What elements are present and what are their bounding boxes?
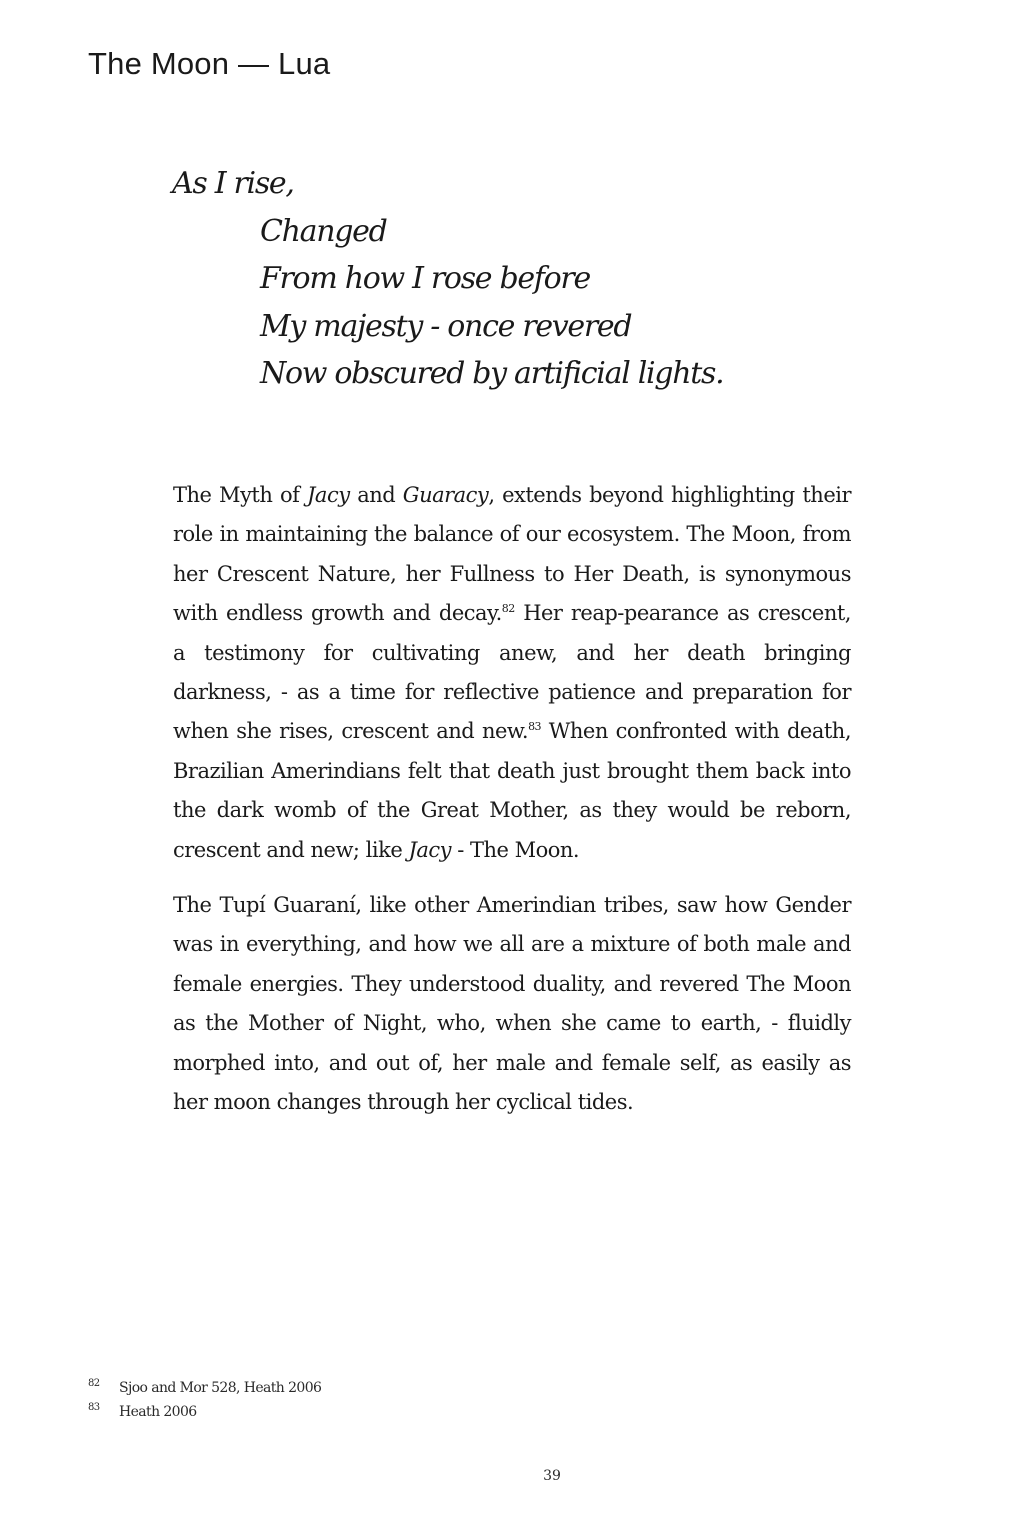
footnote-item	[88, 1376, 321, 1400]
italic-term-guaracy: Guaracy	[402, 483, 489, 507]
poem-line: My majesty - once revered	[260, 308, 632, 344]
poem-line: Now obscured by artificial lights.	[260, 356, 724, 391]
footnote-number: 83	[88, 1402, 100, 1413]
poem-line: Changed	[260, 213, 387, 249]
poem-stanza	[172, 160, 723, 398]
body-text	[173, 476, 851, 1139]
body-paragraph-1	[173, 476, 851, 870]
italic-term-jacy: Jacy	[307, 483, 350, 507]
footnote-text: Sjoo and Mor 528, Heath 2006	[119, 1380, 322, 1396]
text-run: - The Moon.	[451, 837, 580, 862]
text-run: and	[349, 483, 403, 507]
text-run: When confronted with death, Brazilian Amerindians felt that death just brought them back into the dark womb of the Great Mother, as they would be reborn, crescent and new; like	[173, 719, 851, 862]
italic-term-jacy: Jacy	[408, 837, 452, 862]
footnote-number: 82	[88, 1378, 100, 1389]
body-paragraph-2: The Tupí Guaraní, like other Amerindian tribes, saw how Gender was in everything, and how we all are a mixture of both male and female energies. They understood duality, and revered The Moon as the Mother of Night, who, when she came to earth, - fluidly morphed into, and out of, her male and female self, as easily as her moon changes through her cyclical tides.	[173, 893, 851, 1115]
footnotes	[88, 1376, 321, 1424]
footnote-item	[88, 1400, 321, 1424]
footnote-ref-83: 83	[528, 720, 542, 734]
page-header-title: The Moon — Lua	[88, 46, 331, 81]
footnote-ref-82: 82	[501, 602, 515, 616]
footnote-text: Heath 2006	[119, 1404, 197, 1420]
poem-line: As I rise,	[172, 166, 294, 201]
poem-line: From how I rose before	[260, 261, 590, 296]
text-run: , extends beyond highlighting their role in maintaining the balance of our ecosystem. The Moon, from her Crescent Nature, her Fullness to Her Death, is synonymous with endless growth and decay.	[173, 483, 852, 626]
text-run: Her reap-pearance as crescent, a testimony for cultivating anew, and her death bringing darkness, - as a time for reflective patience and preparation for when she rises, crescent and new.	[173, 601, 851, 744]
page-number: 39	[543, 1468, 561, 1484]
text-run: The Myth of	[173, 483, 308, 507]
